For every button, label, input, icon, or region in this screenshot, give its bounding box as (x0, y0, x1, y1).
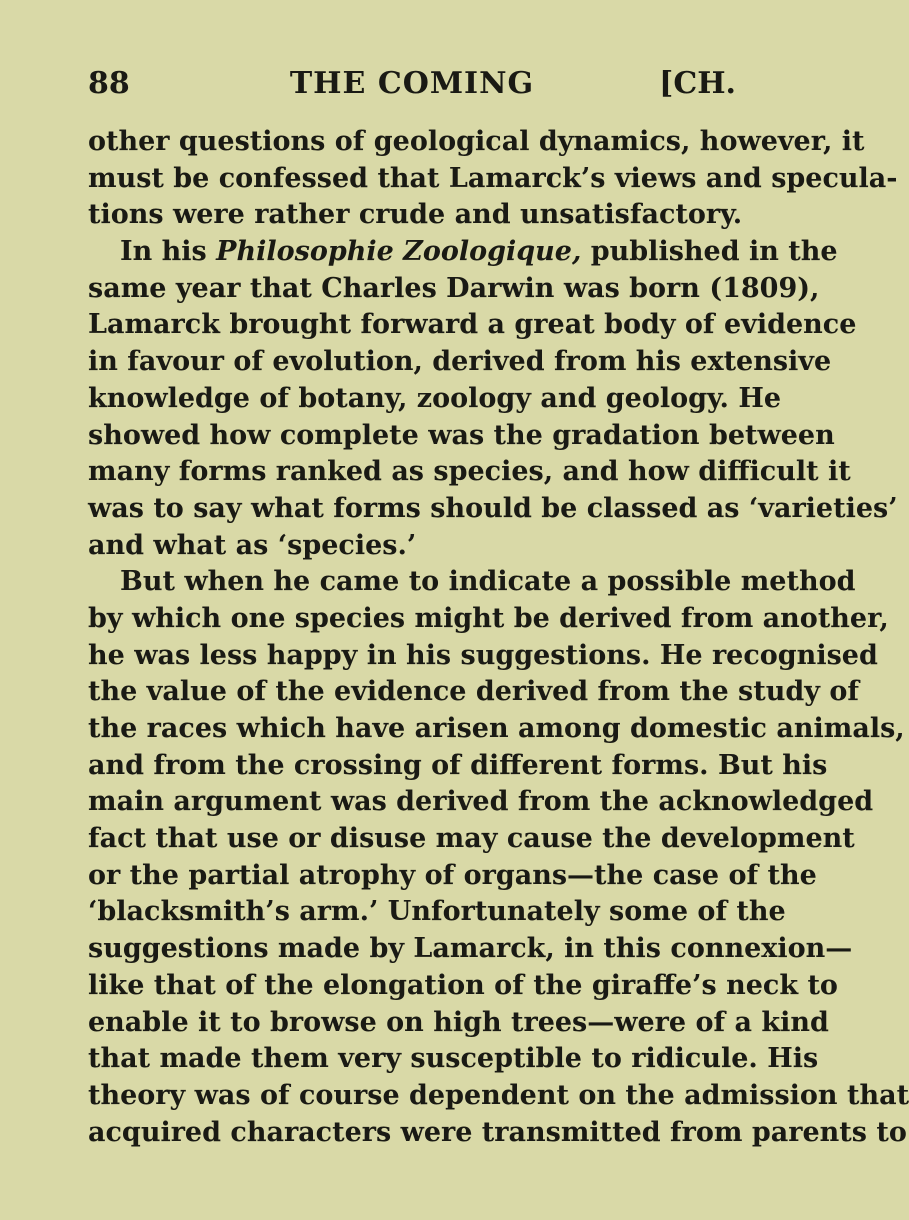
text-line: or the partial atrophy of organs—the case of the (88, 859, 817, 891)
text-line: he was less happy in his suggestions. He recognised (88, 639, 878, 671)
text-line: many forms ranked as species, and how difficult it (88, 456, 851, 488)
chapter-mark: [CH. (659, 66, 736, 101)
text-line (88, 234, 838, 271)
text-line: and from the crossing of different forms. But his (88, 749, 828, 781)
text-line: in favour of evolution, derived from his extensive (88, 346, 832, 378)
text-line: and what as ‘species.’ (88, 529, 417, 561)
text-line: acquired characters were transmitted from parents to (88, 1116, 907, 1148)
page-number: 88 (88, 66, 130, 101)
text-line: tions were rather crude and unsatisfactory. (88, 199, 743, 231)
text-line: same year that Charles Darwin was born (1809), (88, 272, 820, 304)
text-line: like that of the elongation of the giraffe’s neck to (88, 969, 838, 1001)
text-line: the value of the evidence derived from the study of (88, 676, 859, 708)
running-header (88, 62, 736, 106)
text-line: was to say what forms should be classed as ‘varieties’ (88, 492, 898, 524)
text-line: theory was of course dependent on the admission that (88, 1079, 909, 1111)
text-line: the races which have arisen among domestic animals, (88, 713, 905, 744)
text-line: Lamarck brought forward a great body of evidence (88, 309, 857, 341)
running-title: THE COMING (289, 66, 535, 101)
text-line: other questions of geological dynamics, however, it (88, 126, 865, 157)
text-line: by which one species might be derived from another, (88, 602, 889, 634)
text-line: knowledge of botany, zoology and geology. He (88, 382, 782, 414)
text-line: must be confessed that Lamarck’s views and specula- (88, 162, 898, 194)
text-line: main argument was derived from the acknowledged (88, 786, 874, 818)
book-title: Philosophie Zoologique, (216, 236, 582, 268)
text-line: enable it to browse on high trees—were of a kind (88, 1006, 829, 1038)
text-segment: In his (120, 236, 207, 268)
text-line: that made them very susceptible to ridicule. His (88, 1043, 819, 1075)
body-text (88, 124, 909, 1151)
text-line: fact that use or disuse may cause the development (88, 823, 855, 855)
text-line: showed how complete was the gradation between (88, 419, 835, 451)
text-line: ‘blacksmith’s arm.’ Unfortunately some of the (88, 896, 786, 928)
text-line: But when he came to indicate a possible method (120, 566, 856, 598)
text-line: suggestions made by Lamarck, in this connexion— (88, 933, 853, 965)
text-segment: published in the (590, 236, 838, 268)
